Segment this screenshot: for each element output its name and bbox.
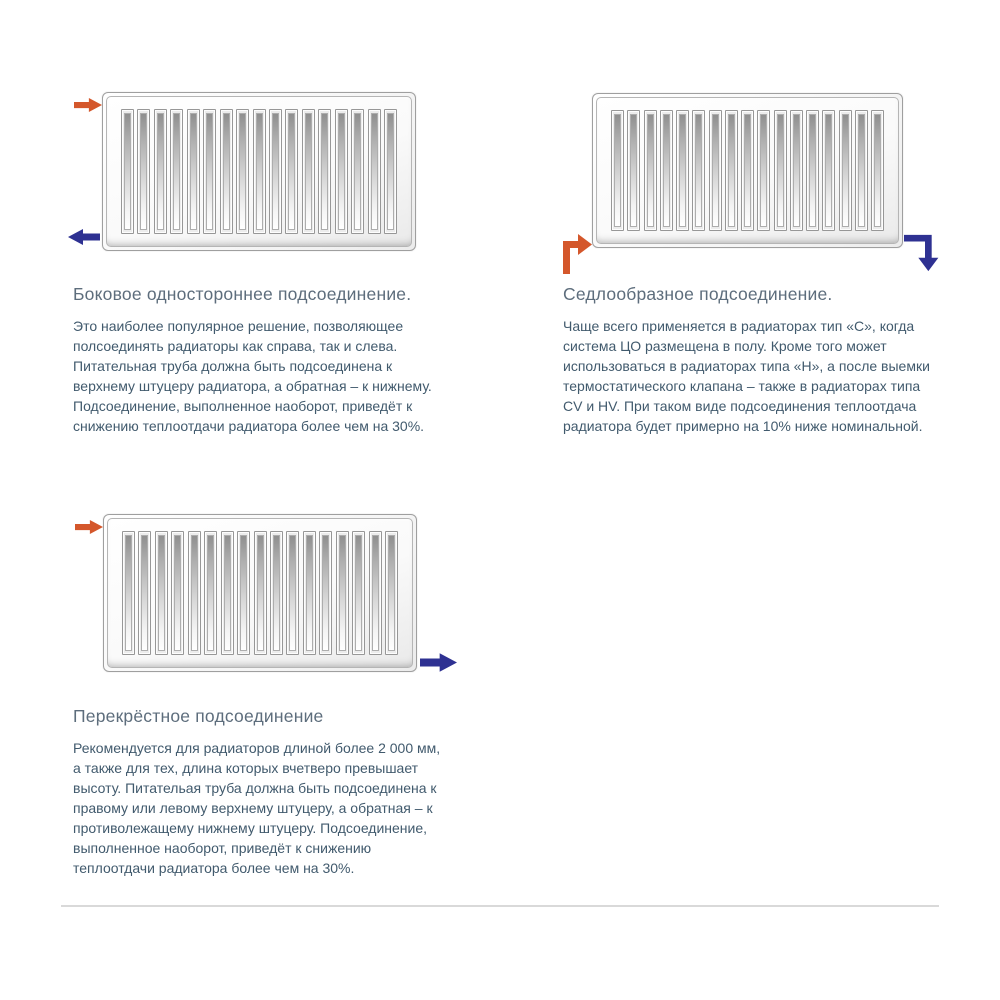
radiator-slat [336, 531, 349, 655]
radiator-slat [806, 110, 819, 231]
radiator-slat-face [223, 113, 230, 230]
radiator-slat-face [157, 113, 164, 230]
radiator-slat-face [239, 113, 246, 230]
radiator-slat [352, 531, 365, 655]
radiator-frame [107, 518, 413, 668]
radiator-slat [822, 110, 835, 231]
radiator-frame [106, 96, 412, 247]
radiator-slat [855, 110, 868, 231]
radiator-slat [138, 531, 151, 655]
radiator-slat-face [140, 113, 147, 230]
radiator-slat-face [174, 535, 181, 651]
radiator-slat [269, 109, 282, 234]
radiator-slat [741, 110, 754, 231]
radiator-slat-face [173, 113, 180, 230]
radiator-slat-face [663, 114, 670, 227]
radiator-slat-face [355, 535, 362, 651]
section-title: Перекрёстное подсоединение [73, 706, 324, 726]
bottom-separator-line [61, 905, 939, 907]
radiator-slat-face [371, 113, 378, 230]
radiator-slat-face [614, 114, 621, 227]
radiator-slat [676, 110, 689, 231]
radiator-slat-face [272, 113, 279, 230]
radiator-slat-face [306, 535, 313, 651]
radiator-slat [237, 531, 250, 655]
radiator-slat-face [273, 535, 280, 651]
radiator-slat [286, 531, 299, 655]
radiator-slat-face [240, 535, 247, 651]
radiator-slat [319, 531, 332, 655]
radiator-slat-face [206, 113, 213, 230]
radiator-slat-face [744, 114, 751, 227]
radiator-slat-face [842, 114, 849, 227]
radiator-slat-face [141, 535, 148, 651]
radiator-slat-face [354, 113, 361, 230]
radiator-slat [725, 110, 738, 231]
radiator-slat-face [158, 535, 165, 651]
radiator-slat-face [372, 535, 379, 651]
radiator-slat [137, 109, 150, 234]
radiator-diagram-side-connection [102, 92, 416, 251]
radiator-slat [385, 531, 398, 655]
radiator-slat [644, 110, 657, 231]
radiator-slat-face [339, 535, 346, 651]
radiator-slat-face [647, 114, 654, 227]
radiator-slat [318, 109, 331, 234]
radiator-slat [270, 531, 283, 655]
radiator-slat-face [321, 113, 328, 230]
section-side-connection [73, 284, 441, 436]
radiator-slat [774, 110, 787, 231]
radiator-slat [221, 531, 234, 655]
radiator-slat-face [256, 113, 263, 230]
radiator-slat [121, 109, 134, 234]
radiator-slat [220, 109, 233, 234]
radiator-slat [204, 531, 217, 655]
radiator-slat-face [207, 535, 214, 651]
radiator-slat-face [793, 114, 800, 227]
radiator-slat-face [191, 535, 198, 651]
radiator-slat-face [825, 114, 832, 227]
radiator-slat-face [125, 535, 132, 651]
radiator-slat [790, 110, 803, 231]
return-arrow-icon [904, 230, 946, 274]
radiator-slat-face [630, 114, 637, 227]
radiator-slat-face [305, 113, 312, 230]
radiator-slat [368, 109, 381, 234]
radiator-slat-face [695, 114, 702, 227]
radiator-slat [171, 531, 184, 655]
radiator-slat-face [224, 535, 231, 651]
radiator-slat-face [288, 113, 295, 230]
radiator-slat [369, 531, 382, 655]
section-body: Рекомендуется для радиаторов длиной более 2 000 мм, а также для тех, длина которых вчетверо превышает высоту. Питательая труба должна быть подсоединена к правому или левому верхнему штуцеру, а обратная – к противолежащему нижнему штуцеру. Подсоединение, выполненное наоборот, приведёт к снижению теплоотдачи радиатора более чем на 30%. [73, 740, 441, 876]
radiator-slat [303, 531, 316, 655]
radiator-slat [155, 531, 168, 655]
section-body: Чаще всего применяется в радиаторах тип «С», когда система ЦО размещена в полу. Кроме того может использоваться в радиаторах типа «Н», а после выемки термостатического клапана – также в радиаторах типа CV и HV. При таком виде подсоединения теплоотдача радиатора будет примерно на 10% ниже номинальной. [563, 318, 930, 434]
radiator-slat [660, 110, 673, 231]
supply-arrow-icon [562, 230, 592, 274]
radiator-slat [254, 531, 267, 655]
radiator-slat [236, 109, 249, 234]
radiator-slat [709, 110, 722, 231]
radiator-slat [627, 110, 640, 231]
radiator-slat [302, 109, 315, 234]
radiator-slat-face [679, 114, 686, 227]
radiator-slat [253, 109, 266, 234]
radiator-slat-face [338, 113, 345, 230]
radiator-slat [757, 110, 770, 231]
section-saddle-connection [563, 284, 941, 436]
radiator-slat [188, 531, 201, 655]
radiator-slat [384, 109, 397, 234]
radiator-slat [335, 109, 348, 234]
radiator-slat-face [289, 535, 296, 651]
return-arrow-icon [420, 653, 457, 672]
radiator-slat-face [858, 114, 865, 227]
radiator-diagram-cross-connection [103, 514, 417, 672]
radiator-slat-face [387, 113, 394, 230]
radiator-slat-face [322, 535, 329, 651]
radiator-slat [611, 110, 624, 231]
return-arrow-icon [68, 229, 100, 245]
radiator-slat [351, 109, 364, 234]
radiator-slat-face [760, 114, 767, 227]
radiator-slat-face [388, 535, 395, 651]
radiator-slat [187, 109, 200, 234]
supply-arrow-icon [74, 97, 102, 113]
radiator-slat [170, 109, 183, 234]
radiator-slat [203, 109, 216, 234]
radiator-slat [692, 110, 705, 231]
radiator-slat-face [728, 114, 735, 227]
section-cross-connection [73, 706, 441, 878]
radiator-slat-face [257, 535, 264, 651]
radiator-slat [122, 531, 135, 655]
supply-arrow-icon [75, 519, 103, 535]
radiator-slat-face [777, 114, 784, 227]
radiator-slat-face [124, 113, 131, 230]
radiator-slat-face [874, 114, 881, 227]
section-body: Это наиболее популярное решение, позволяющее полсоединять радиаторы как справа, так и слева. Питательная труба должна быть подсоединена к верхнему штуцеру радиатора, а обратная – к нижнему. Подсоединение, выполненное наоборот, приведёт к снижению теплоотдачи радиатора более чем на 30%. [73, 318, 432, 434]
radiator-slat [285, 109, 298, 234]
radiator-diagram-saddle-connection [592, 93, 903, 248]
radiator-slat-face [190, 113, 197, 230]
radiator-slat [839, 110, 852, 231]
radiator-frame [596, 97, 899, 244]
section-title: Боковое одностороннее подсоединение. [73, 284, 412, 304]
radiator-slat [154, 109, 167, 234]
radiator-slat-face [712, 114, 719, 227]
radiator-slat [871, 110, 884, 231]
radiator-slat-face [809, 114, 816, 227]
section-title: Седлообразное подсоединение. [563, 284, 833, 304]
